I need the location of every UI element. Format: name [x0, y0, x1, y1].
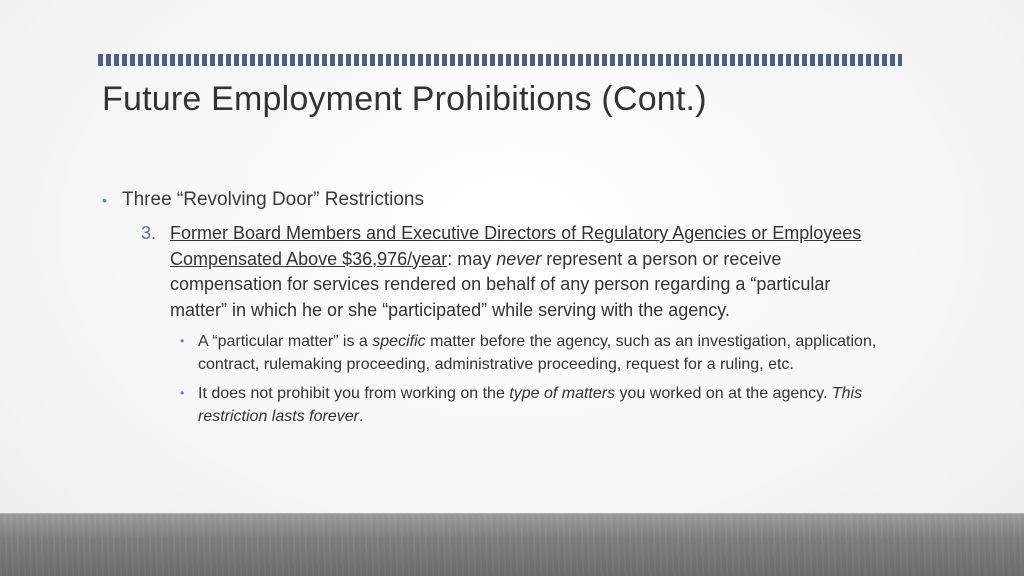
sub-bullet-particular-matter	[180, 330, 888, 376]
decorative-stripe-bar	[98, 54, 902, 66]
slide-title: Future Employment Prohibitions (Cont.)	[102, 80, 707, 118]
bullet-dot-icon: •	[180, 386, 185, 400]
bullet-text: Three “Revolving Door” Restrictions	[122, 189, 424, 210]
sub-bullet-not-prohibit	[180, 382, 888, 428]
sub-text-c: .	[358, 408, 364, 425]
sub-text-forever: This restriction lasts forever	[198, 385, 863, 425]
bullet-dot-icon: •	[102, 192, 107, 208]
sub-text-b: you worked on at the agency.	[615, 385, 832, 402]
bullet-dot-icon: •	[180, 334, 185, 348]
item-text-b: represent a person or receive compensation for services rendered on behalf of any person regarding a “particular matter” in which he or she “participated” while serving with the agency.	[170, 248, 831, 320]
sub-text-specific: specific	[372, 333, 426, 350]
numbered-item-3	[141, 221, 882, 323]
sub-text-a: A “particular matter” is a	[198, 333, 373, 350]
item-heading-underlined: Former Board Members and Executive Directors of Regulatory Agencies or Employees Compensated Above $36,976/year	[170, 223, 862, 269]
decorative-floor	[0, 513, 1024, 576]
item-text-a: : may	[447, 248, 497, 269]
bullet-revolving-door	[102, 188, 882, 212]
sub-text-a: It does not prohibit you from working on the	[198, 385, 510, 402]
item-number: 3.	[141, 223, 157, 243]
sub-text-type: type of matters	[509, 385, 616, 402]
sub-text-b: matter before the agency, such as an investigation, application, contract, rulemaking proceeding, administrative proceeding, request for a ruling, etc.	[198, 333, 877, 373]
slide-content	[102, 188, 882, 428]
item-text-never: never	[496, 248, 542, 269]
